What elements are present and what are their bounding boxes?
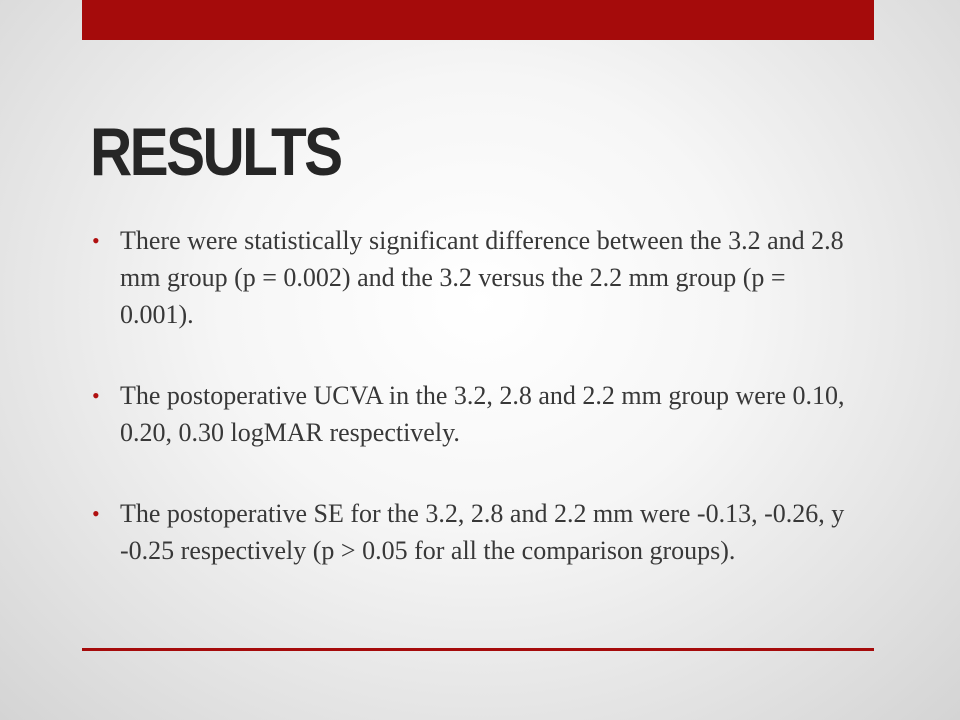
bullet-text: The postoperative UCVA in the 3.2, 2.8 and 2.2 mm group were 0.10, 0.20, 0.30 logMAR respectively. [120,381,845,447]
bullet-item [92,495,852,569]
bullet-text: There were statistically significant difference between the 3.2 and 2.8 mm group (p = 0.002) and the 3.2 versus the 2.2 mm group (p = 0.001). [120,226,844,329]
bullet-dot-icon: • [92,501,100,526]
top-accent-bar [82,0,874,40]
slide-title: RESULTS [90,114,341,190]
bullet-item [92,222,852,333]
bullet-text: The postoperative SE for the 3.2, 2.8 and 2.2 mm were -0.13, -0.26, y -0.25 respectively (p > 0.05 for all the comparison groups). [120,499,845,565]
bullet-dot-icon: • [92,383,100,408]
bullet-item [92,377,852,451]
bottom-divider [82,648,874,651]
bullet-list [92,222,852,569]
bullet-dot-icon: • [92,228,100,253]
